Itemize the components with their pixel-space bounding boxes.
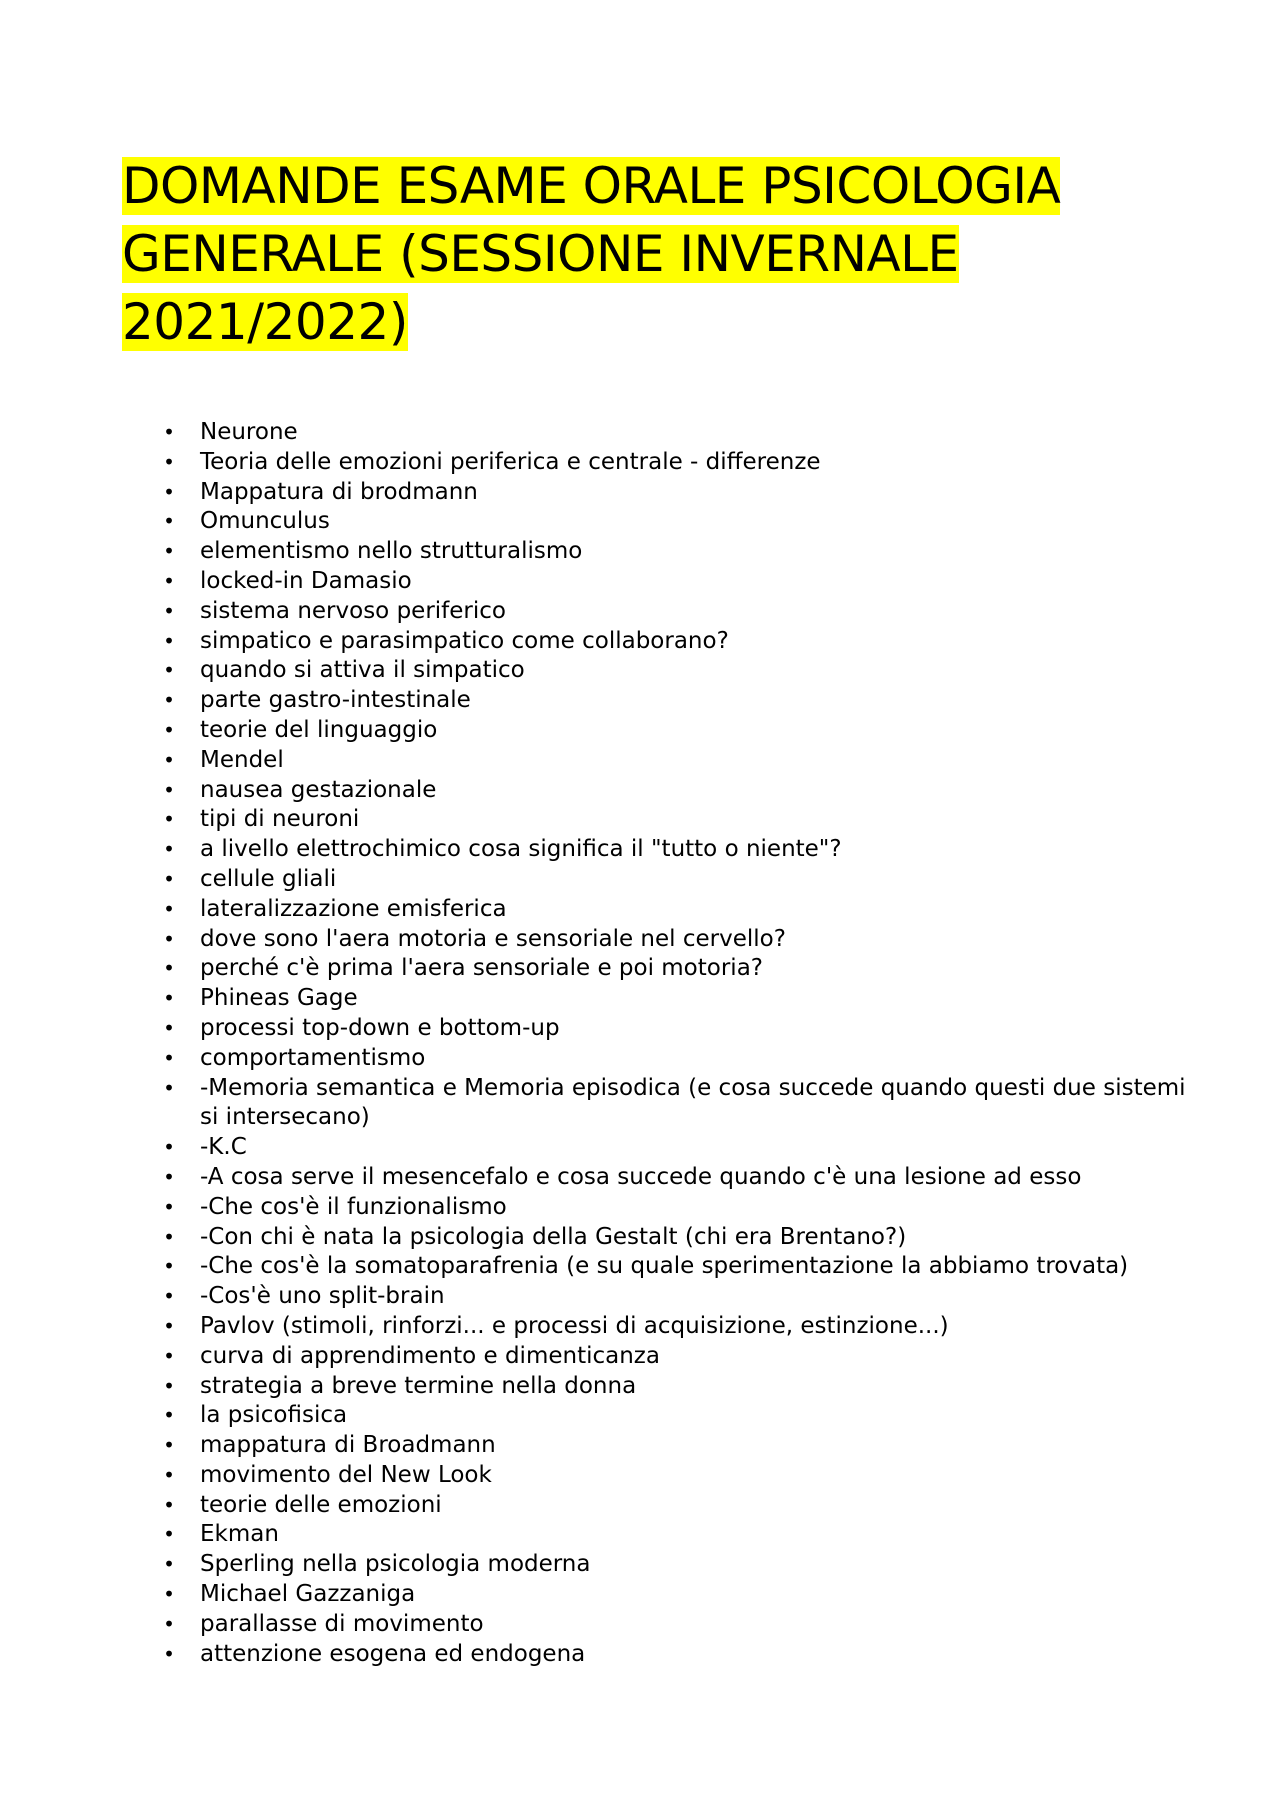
list-item-text: parallasse di movimento [200, 1610, 484, 1637]
list-item [163, 537, 1200, 567]
bullet-icon: • [163, 1492, 175, 1517]
list-item [163, 954, 1200, 984]
list-item [163, 865, 1200, 895]
list-item-text: -Che cos'è il funzionalismo [200, 1193, 507, 1220]
list-item [163, 1193, 1200, 1223]
list-item [163, 1014, 1200, 1044]
list-item-text: perché c'è prima l'aera sensoriale e poi motoria? [200, 955, 763, 982]
list-item [163, 1461, 1200, 1491]
list-item-text: Omunculus [200, 508, 330, 535]
list-item-text: Mappatura di brodmann [200, 478, 478, 505]
bullet-icon: • [163, 1552, 175, 1577]
list-item-text: quando si attiva il simpatico [200, 657, 525, 684]
list-item-text: parte gastro-intestinale [200, 687, 471, 714]
list-item [163, 1342, 1200, 1372]
list-item-text: -Con chi è nata la psicologia della Gestalt (chi era Brentano?) [200, 1223, 907, 1250]
bullet-icon: • [163, 479, 175, 504]
list-item-text: lateralizzazione emisferica [200, 895, 507, 922]
list-item-text: sistema nervoso periferico [200, 597, 506, 624]
list-item [163, 1074, 1200, 1134]
list-item-text: strategia a breve termine nella donna [200, 1372, 637, 1399]
list-item-text: elementismo nello strutturalismo [200, 538, 583, 565]
list-item-text: -Memoria semantica e Memoria episodica (e cosa succede quando questi due sistemi si intersecano) [200, 1074, 1186, 1131]
bullet-icon: • [163, 777, 175, 802]
list-item-text: teorie delle emozioni [200, 1491, 442, 1518]
list-item [163, 1282, 1200, 1312]
bullet-icon: • [163, 1641, 175, 1666]
list-item-text: la psicofisica [200, 1402, 348, 1429]
bullet-icon: • [163, 1582, 175, 1607]
bullet-icon: • [163, 896, 175, 921]
list-item-text: -A cosa serve il mesencefalo e cosa succede quando c'è una lesione ad esso [200, 1163, 1082, 1190]
bullet-icon: • [163, 539, 175, 564]
list-item [163, 418, 1200, 448]
list-item-text: -Cos'è uno split-brain [200, 1283, 445, 1310]
bullet-icon: • [163, 628, 175, 653]
list-item-text: -K.C [200, 1134, 247, 1161]
list-item [163, 448, 1200, 478]
bullet-icon: • [163, 986, 175, 1011]
list-item-text: mappatura di Broadmann [200, 1432, 496, 1459]
bullet-icon: • [163, 449, 175, 474]
list-item [163, 805, 1200, 835]
bullet-icon: • [163, 1015, 175, 1040]
bullet-icon: • [163, 1433, 175, 1458]
list-item-text: Pavlov (stimoli, rinforzi... e processi di acquisizione, estinzione...) [200, 1312, 949, 1339]
bullet-icon: • [163, 1045, 175, 1070]
list-item [163, 1520, 1200, 1550]
bullet-icon: • [163, 568, 175, 593]
list-item [163, 478, 1200, 508]
list-item-text: simpatico e parasimpatico come collaborano? [200, 627, 729, 654]
list-item [163, 1252, 1200, 1282]
list-item [163, 686, 1200, 716]
list-item-text: Phineas Gage [200, 985, 358, 1012]
list-item [163, 1133, 1200, 1163]
list-item [163, 895, 1200, 925]
bullet-icon: • [163, 717, 175, 742]
list-item-text: tipi di neuroni [200, 806, 360, 833]
list-item-text: -Che cos'è la somatoparafrenia (e su quale sperimentazione la abbiamo trovata) [200, 1253, 1129, 1280]
bullet-icon: • [163, 1403, 175, 1428]
list-item [163, 656, 1200, 686]
list-item [163, 1640, 1200, 1670]
bullet-icon: • [163, 598, 175, 623]
list-item [163, 1312, 1200, 1342]
list-item [163, 627, 1200, 657]
list-item [163, 716, 1200, 746]
title-highlight: DOMANDE ESAME ORALE PSICOLOGIA GENERALE (SESSIONE INVERNALE 2021/2022) [122, 157, 1061, 351]
list-item-text: dove sono l'aera motoria e sensoriale nel cervello? [200, 925, 786, 952]
list-item-text: teorie del linguaggio [200, 716, 438, 743]
list-item [163, 835, 1200, 865]
list-item [163, 1223, 1200, 1253]
list-item-text: Sperling nella psicologia moderna [200, 1551, 591, 1578]
list-item [163, 1044, 1200, 1074]
list-item-text: Michael Gazzaniga [200, 1581, 416, 1608]
bullet-icon: • [163, 1284, 175, 1309]
list-item [163, 1610, 1200, 1640]
list-item [163, 1491, 1200, 1521]
bullet-icon: • [163, 1313, 175, 1338]
list-item-text: Ekman [200, 1521, 279, 1548]
list-item [163, 507, 1200, 537]
list-item [163, 746, 1200, 776]
list-item [163, 1580, 1200, 1610]
list-item-text: curva di apprendimento e dimenticanza [200, 1342, 660, 1369]
list-item [163, 1401, 1200, 1431]
bullet-icon: • [163, 926, 175, 951]
bullet-icon: • [163, 866, 175, 891]
bullet-icon: • [163, 509, 175, 534]
list-item-text: a livello elettrochimico cosa significa il "tutto o niente"? [200, 836, 842, 863]
bullet-icon: • [163, 1522, 175, 1547]
list-item [163, 567, 1200, 597]
bullet-icon: • [163, 1611, 175, 1636]
list-item-text: Mendel [200, 746, 284, 773]
bullet-icon: • [163, 1254, 175, 1279]
list-item-text: locked-in Damasio [200, 567, 412, 594]
list-item-text: cellule gliali [200, 865, 337, 892]
list-item-text: movimento del New Look [200, 1461, 492, 1488]
bullet-icon: • [163, 1075, 175, 1100]
bullet-icon: • [163, 420, 175, 444]
bullet-icon: • [163, 1164, 175, 1189]
list-item [163, 776, 1200, 806]
list-item-text: processi top-down e bottom-up [200, 1014, 560, 1041]
bullet-icon: • [163, 1135, 175, 1160]
list-item-text: attenzione esogena ed endogena [200, 1640, 586, 1667]
list-item [163, 1550, 1200, 1580]
bullet-icon: • [163, 1462, 175, 1487]
list-item-text: Neurone [200, 419, 298, 445]
bullet-icon: • [163, 1194, 175, 1219]
bullet-icon: • [163, 747, 175, 772]
list-item [163, 1163, 1200, 1193]
list-item-text: comportamentismo [200, 1044, 426, 1071]
list-item-text: Teoria delle emozioni periferica e centrale - differenze [200, 448, 821, 475]
bullet-icon: • [163, 658, 175, 683]
page-title [122, 152, 1182, 356]
question-list [163, 418, 1200, 1669]
list-item [163, 597, 1200, 627]
bullet-icon: • [163, 1224, 175, 1249]
bullet-icon: • [163, 837, 175, 862]
bullet-icon: • [163, 1373, 175, 1398]
bullet-icon: • [163, 1343, 175, 1368]
bullet-icon: • [163, 807, 175, 832]
bullet-icon: • [163, 688, 175, 713]
list-item [163, 1431, 1200, 1461]
list-item [163, 1372, 1200, 1402]
list-item [163, 925, 1200, 955]
list-item [163, 984, 1200, 1014]
list-item-text: nausea gestazionale [200, 776, 437, 803]
bullet-icon: • [163, 956, 175, 981]
